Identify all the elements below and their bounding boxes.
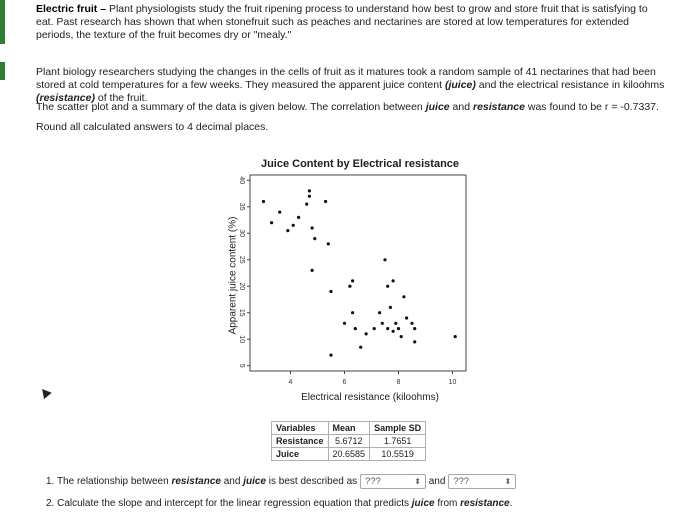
chart-title: Juice Content by Electrical resistance — [260, 158, 460, 170]
data-point-23 — [386, 285, 389, 288]
header-sd: Sample SD — [370, 422, 426, 435]
data-point-12 — [313, 237, 316, 240]
q1-and: and — [220, 476, 244, 488]
data-point-2 — [278, 211, 281, 214]
study-text-c: of the fruit. — [94, 92, 148, 104]
select2-value: ??? — [453, 476, 470, 487]
y-tick-label-1: 10 — [238, 335, 245, 344]
x-tick-label-2: 8 — [396, 379, 401, 386]
data-point-18 — [343, 322, 346, 325]
data-point-15 — [348, 285, 351, 288]
relationship-strength-select[interactable] — [448, 474, 516, 489]
intro-title: Electric fruit — [36, 3, 98, 15]
data-point-39 — [454, 335, 457, 338]
table-row — [272, 448, 426, 461]
data-point-7 — [308, 189, 311, 192]
x-tick-label-1: 6 — [342, 379, 347, 386]
y-tick-label-7: 40 — [238, 176, 245, 185]
data-point-22 — [383, 258, 386, 261]
corr-resistance: resistance — [473, 101, 525, 113]
question-1 — [46, 474, 516, 489]
juice-mean: 20.6585 — [328, 448, 370, 461]
y-axis-label: Apparent juice content (%) — [227, 216, 239, 335]
x-axis-label: Electrical resistance (kiloohms) — [301, 392, 439, 403]
data-point-1 — [270, 221, 273, 224]
table-row — [272, 435, 426, 448]
data-point-16 — [351, 279, 354, 282]
select1-chevron-icon: ⬍ — [414, 477, 421, 486]
study-text-b: and the electrical resistance in kiloohms — [475, 79, 665, 91]
question-2 — [46, 498, 512, 509]
q1-mid: and — [428, 476, 449, 488]
data-point-26 — [378, 311, 381, 314]
y-tick-label-0: 5 — [238, 363, 245, 368]
data-point-36 — [413, 340, 416, 343]
x-axis-ticks — [289, 371, 457, 386]
data-point-19 — [354, 327, 357, 330]
y-tick-label-6: 35 — [238, 202, 245, 211]
data-point-24 — [392, 279, 395, 282]
data-point-25 — [389, 306, 392, 309]
data-point-30 — [402, 295, 405, 298]
q1-juice: juice — [243, 476, 266, 488]
q2-text-c: . — [509, 498, 513, 509]
header-variables: Variables — [272, 422, 329, 435]
data-point-27 — [381, 322, 384, 325]
study-text-a: Plant biology researchers studying the changes in the cells of fruit as it matures took a random sample of 41 nectarines that had been stored at cold temperatures for a few weeks. They measured the apparent juice content — [36, 66, 656, 91]
corr-juice: juice — [425, 101, 450, 113]
data-point-21 — [373, 327, 376, 330]
data-point-10 — [327, 242, 330, 245]
row-label-resistance: Resistance — [272, 435, 329, 448]
summary-header-row — [272, 422, 426, 435]
data-point-29 — [397, 327, 400, 330]
y-tick-label-4: 25 — [238, 255, 245, 264]
data-point-31 — [405, 316, 408, 319]
y-axis-ticks — [238, 176, 250, 367]
rounding-note: Round all calculated answers to 4 decimal places. — [36, 121, 269, 133]
summary-table — [271, 421, 426, 461]
resistance-mean: 5.6712 — [328, 435, 370, 448]
header-mean: Mean — [328, 422, 370, 435]
data-point-20 — [365, 332, 368, 335]
q2-juice: juice — [411, 498, 435, 509]
data-point-13 — [311, 269, 314, 272]
q1-text-b: is best described as — [266, 476, 360, 488]
q1-resistance: resistance — [171, 476, 221, 488]
data-point-14 — [329, 290, 332, 293]
q2-text-b: from — [434, 498, 461, 509]
data-point-17 — [351, 311, 354, 314]
plot-frame — [250, 175, 466, 371]
y-tick-label-3: 20 — [238, 282, 245, 291]
y-tick-label-2: 15 — [238, 308, 245, 317]
x-tick-label-3: 10 — [448, 379, 457, 386]
resistance-sd: 1.7651 — [370, 435, 426, 448]
data-point-38 — [329, 354, 332, 357]
juice-sd: 10.5519 — [370, 448, 426, 461]
q1-text-a: 1. The relationship between — [46, 476, 172, 488]
corr-and: and — [449, 101, 473, 113]
select2-chevron-icon: ⬍ — [504, 477, 512, 486]
data-point-28 — [386, 327, 389, 330]
row-label-juice: Juice — [272, 448, 329, 461]
resistance-var: (resistance) — [36, 92, 95, 104]
q2-resistance: resistance — [460, 498, 510, 509]
data-point-32 — [410, 322, 413, 325]
data-point-0 — [262, 200, 265, 203]
data-point-34 — [394, 322, 397, 325]
data-point-37 — [359, 346, 362, 349]
data-point-35 — [400, 335, 403, 338]
data-point-8 — [308, 195, 311, 198]
data-point-6 — [305, 203, 308, 206]
intro-text: Plant physiologists study the fruit ripening process to understand how best to grow and store fruit that is satisfying to eat. Past research has shown that when stonefruit such as peaches and nectarines are stored at low temperatures for extended periods, the texture of the fruit becomes dry or "mealy." — [36, 3, 648, 41]
select1-value: ??? — [364, 476, 381, 487]
data-points — [262, 189, 457, 356]
corr-text-b: was found to be r = -0.7337. — [524, 101, 659, 113]
relationship-direction-select[interactable] — [360, 474, 426, 489]
data-point-3 — [286, 229, 289, 232]
y-tick-label-5: 30 — [238, 229, 245, 238]
data-point-9 — [311, 226, 314, 229]
corr-text-a: The scatter plot and a summary of the data is given below. The correlation between — [36, 101, 426, 113]
juice-var: (juice) — [444, 79, 476, 91]
data-point-4 — [292, 224, 295, 227]
data-point-11 — [324, 200, 327, 203]
data-point-40 — [392, 330, 395, 333]
data-point-33 — [413, 327, 416, 330]
data-point-5 — [297, 216, 300, 219]
intro-dash: – — [97, 3, 109, 15]
x-tick-label-0: 4 — [288, 379, 293, 386]
q2-text-a: 2. Calculate the slope and intercept for the linear regression equation that predicts — [46, 498, 412, 509]
